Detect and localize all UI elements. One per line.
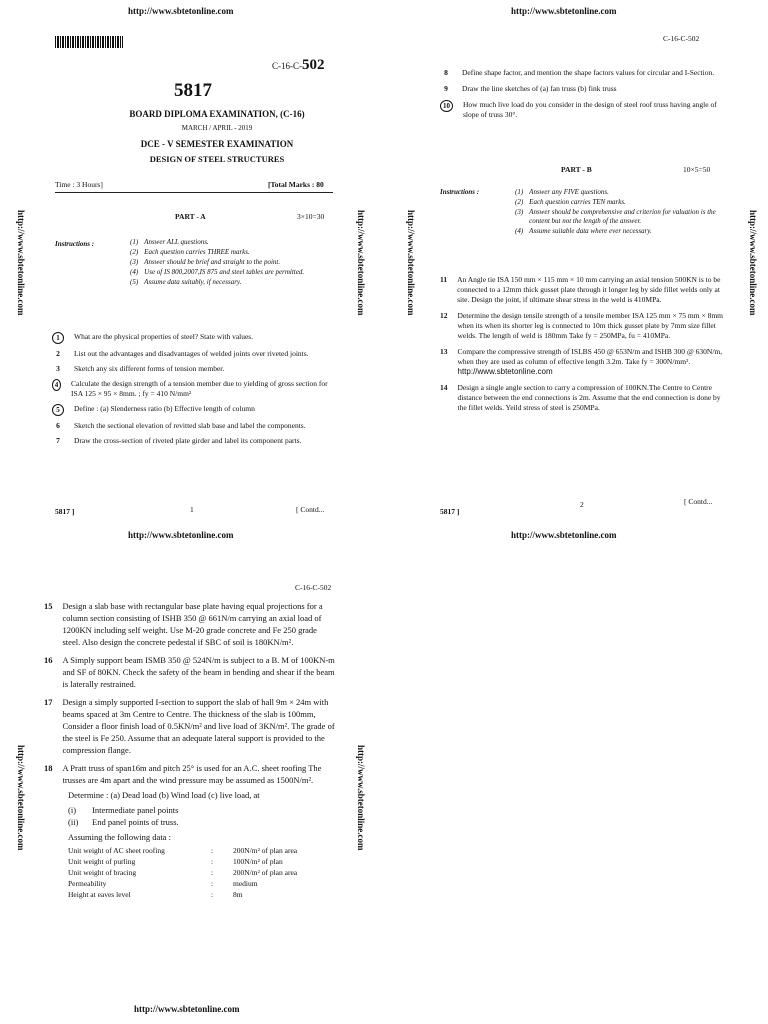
instruction-item xyxy=(130,278,335,287)
page2-contd: [ Contd... xyxy=(684,497,713,506)
question-text: Design a simply supported I-section to support the slab of hall 9m × 24m with beams spaced at 3m Centre to Centre. The thickness of the slab is 100mm, Consider a floor finish load of 0.5KN/m² and live load of 3KN/m². The grade of the steel is Fe 250. Assume that an adequate lateral support is provided to the compression flange. xyxy=(62,697,335,755)
side-url-left-2[interactable]: http://www.sbtetonline.com xyxy=(16,745,26,851)
instruction-item xyxy=(130,248,335,257)
page2-paper-code: C-16-C-502 xyxy=(663,34,700,43)
question-item xyxy=(52,364,337,374)
question-text: A Pratt truss of span16m and pitch 25° is used for an A.C. sheet roofing The trusses are 4m apart and the wind pressure may be assumed as 1500N/m². xyxy=(62,763,322,785)
question-text: How much live load do you consider in the design of steel roof truss having angle of slope of truss 30°. xyxy=(463,100,717,119)
question-item xyxy=(44,654,336,690)
point-number: (ii) xyxy=(68,817,79,827)
question-item xyxy=(44,696,336,756)
instruction-text: Each question carries THREE marks. xyxy=(144,248,250,256)
question-text: Draw the line sketches of (a) fan truss (b) fink truss xyxy=(462,84,617,93)
instructions-label-b: Instructions : xyxy=(440,188,480,196)
instruction-text: Answer should be comprehensive and criterion for valuation is the content but not the length of the answer. xyxy=(529,208,716,225)
point-item xyxy=(68,816,336,828)
question-list-page3 xyxy=(44,600,336,900)
table-cell-key: Unit weight of purling xyxy=(68,857,136,866)
exam-session: MARCH / APRIL - 2019 xyxy=(181,124,253,132)
time-label: Time : 3 Hours] xyxy=(55,180,103,189)
question-text: Determine the design tensile strength of a tensile member ISA 125 mm × 75 mm × 8mm when its when its shorter leg is connected to 10m thick gusset plate by 7mm size fillet welds. The length of weld is 180mm Take fy = 250MPa, fu = 410MPa. xyxy=(457,311,723,340)
question-item xyxy=(44,762,336,786)
question-text: Define shape factor, and mention the shape factors values for circular and I-Section. xyxy=(462,68,715,77)
table-cell-key: Unit weight of AC sheet roofing xyxy=(68,846,165,855)
question-text: Define : (a) Slenderness ratio (b) Effective length of column xyxy=(74,404,255,413)
table-cell-key: Unit weight of bracing xyxy=(68,868,137,877)
paper-code-number: 502 xyxy=(302,57,325,73)
page2-number: 2 xyxy=(580,500,584,509)
question-18-details xyxy=(44,789,336,900)
paper-code xyxy=(272,57,325,74)
assuming-text: Assuming the following data : xyxy=(68,832,171,842)
page1-number: 1 xyxy=(190,505,194,514)
header-url[interactable]: http://www.sbtetonline.com xyxy=(128,6,234,16)
instruction-item xyxy=(130,268,335,277)
question-number: 13 xyxy=(440,347,448,356)
question-number: 16 xyxy=(44,655,53,665)
page1-footer-left: 5817 ] xyxy=(55,507,75,516)
question-text: What are the physical properties of steel? State with values. xyxy=(74,332,254,341)
course-title: DCE - V SEMESTER EXAMINATION xyxy=(140,139,294,149)
side-url-mid-1[interactable]: http://www.sbtetonline.com xyxy=(356,210,366,316)
side-url-mid-3[interactable]: http://www.sbtetonline.com xyxy=(356,745,366,851)
page2-bottom-url[interactable]: http://www.sbtetonline.com xyxy=(511,530,617,540)
question-list-part-b xyxy=(440,275,725,419)
table-row xyxy=(64,867,301,878)
part-b-marks: 10×5=50 xyxy=(683,165,711,174)
table-cell-key: Height at eaves level xyxy=(68,890,131,899)
instruction-number: (4) xyxy=(130,268,139,276)
instructions-list-a xyxy=(130,238,335,288)
question-number: 7 xyxy=(56,436,60,445)
question-text: A Simply support beam ISMB 350 @ 524N/m is subject to a B. M of 100KN-m and SF of 80KN. Check the safety of the beam in bending and shear if the beam is laterally restrained. xyxy=(62,655,335,689)
question-number: 14 xyxy=(440,383,448,392)
point-item xyxy=(68,804,336,816)
question-text: Design a single angle section to carry a compression of 100KN.The Centre to Centre distance between the end connections is 2m. Assume that the end connection is done by the fillet welds. Yeild stress of steel is 250MPa. xyxy=(457,383,721,412)
instruction-text: Answer should be brief and straight to the point. xyxy=(144,258,281,266)
page3-paper-code: C-16-C-502 xyxy=(295,583,332,592)
instructions-label: Instructions : xyxy=(55,240,95,248)
question-text: An Angle tie ISA 150 mm × 115 mm × 10 mm carrying an axial tension 500KN is to be connected to a 12mm thick gusset plate through it longer leg by side fillet welds only at site. Design the joint, if ultimate shear stress in the weld is 410MPa. xyxy=(457,275,721,304)
total-marks: [Total Marks : 80 xyxy=(268,180,324,189)
instruction-number: (3) xyxy=(515,208,524,216)
table-colon: : xyxy=(211,879,214,888)
table-colon: : xyxy=(211,890,214,899)
instruction-item xyxy=(515,227,720,236)
page3-bottom-url[interactable]: http://www.sbtetonline.com xyxy=(134,1004,240,1014)
question-number: 2 xyxy=(56,349,60,358)
question-text: Sketch any six different forms of tension member. xyxy=(74,364,225,373)
instruction-item xyxy=(515,188,720,197)
question-item xyxy=(440,383,725,413)
instruction-text: Assume data suitably, if necessary. xyxy=(144,278,242,286)
question-item xyxy=(52,332,337,344)
question-number: 11 xyxy=(440,275,448,284)
instruction-text: Use of IS 800,2007,IS 875 and steel tables are permitted. xyxy=(144,268,305,276)
instruction-number: (5) xyxy=(130,278,139,286)
determine-text: Determine : (a) Dead load (b) Wind load (c) live load, at xyxy=(68,790,260,800)
table-cell-value: 200N/m² of plan area xyxy=(233,846,298,855)
divider xyxy=(55,192,333,193)
question-item xyxy=(52,421,337,431)
instruction-number: (3) xyxy=(130,258,139,266)
question-item xyxy=(440,311,725,341)
instruction-number: (1) xyxy=(515,188,524,196)
side-url-mid-2[interactable]: http://www.sbtetonline.com xyxy=(406,210,416,316)
question-item xyxy=(52,436,337,446)
question-item xyxy=(440,68,725,78)
instruction-text: Answer any FIVE questions. xyxy=(529,188,609,196)
question-item xyxy=(52,404,337,416)
question-item xyxy=(440,275,725,305)
question-number: 15 xyxy=(44,601,53,611)
table-cell-value: 200N/m² of plan area xyxy=(233,868,298,877)
instruction-item xyxy=(515,208,720,226)
instruction-number: (2) xyxy=(515,198,524,206)
table-row xyxy=(64,845,301,856)
table-cell-value: medium xyxy=(233,879,258,888)
question-text: Sketch the sectional elevation of revitted slab base and label the components. xyxy=(74,421,306,430)
instruction-text: Each question carries TEN marks. xyxy=(529,198,626,206)
table-row xyxy=(64,856,301,867)
question-item xyxy=(44,600,336,648)
table-row xyxy=(64,878,301,889)
data-table xyxy=(64,845,301,900)
barcode-image xyxy=(55,36,123,48)
table-cell-value: 100N/m² of plan xyxy=(233,857,283,866)
page2-header-url[interactable]: http://www.sbtetonline.com xyxy=(511,6,617,16)
subject-title: DESIGN OF STEEL STRUCTURES xyxy=(149,154,285,164)
table-cell-value: 8m xyxy=(233,890,243,899)
instruction-item xyxy=(130,238,335,247)
question-item xyxy=(440,100,725,120)
page2-footer-left: 5817 ] xyxy=(440,507,460,516)
question-item xyxy=(440,347,725,377)
point-text: End panel points of truss. xyxy=(92,817,179,827)
board-title: BOARD DIPLOMA EXAMINATION, (C-16) xyxy=(129,109,305,119)
question-item xyxy=(52,379,337,399)
question-number: 5 xyxy=(52,404,64,416)
table-colon: : xyxy=(211,846,214,855)
paper-code-prefix: C-16-C- xyxy=(272,61,302,71)
point-number: (i) xyxy=(68,805,77,815)
instruction-item xyxy=(515,198,720,207)
inline-url[interactable]: http://www.sbtetonline.com xyxy=(457,367,553,376)
question-item xyxy=(440,84,725,94)
question-number: 3 xyxy=(56,364,60,373)
instruction-text: Assume suitable data where ever necessary. xyxy=(529,227,652,235)
question-number: 8 xyxy=(444,68,448,77)
instruction-item xyxy=(130,258,335,267)
instruction-number: (4) xyxy=(515,227,524,235)
part-b-title: PART - B xyxy=(561,165,592,174)
question-number: 12 xyxy=(440,311,448,320)
question-number: 4 xyxy=(52,379,61,391)
page1-bottom-url[interactable]: http://www.sbtetonline.com xyxy=(128,530,234,540)
paper-number: 5817 xyxy=(174,80,212,101)
question-number: 9 xyxy=(444,84,448,93)
part-a-marks: 3×10=30 xyxy=(297,212,325,221)
question-list-part-a-cont xyxy=(440,68,725,126)
table-colon: : xyxy=(211,868,214,877)
question-text: Design a slab base with rectangular base plate having equal projections for a column section consisting of ISHB 350 @ 661N/m carrying an axial load of 1200KN including self weight. Use M-20 grade concrete and Fe 250 grade steel. Also design the concrete pedestal if SBC of soil is 180KN/m². xyxy=(62,601,323,647)
point-text: Intermediate panel points xyxy=(92,805,179,815)
question-number: 17 xyxy=(44,697,53,707)
table-row xyxy=(64,889,301,900)
instruction-number: (1) xyxy=(130,238,139,246)
question-list-part-a xyxy=(52,332,337,451)
instruction-text: Answer ALL questions. xyxy=(144,238,209,246)
question-item xyxy=(52,349,337,359)
side-url-right-1[interactable]: http://www.sbtetonline.com xyxy=(748,210,758,316)
question-text: Compare the compressive strength of ISLBS 450 @ 653N/m and ISHB 300 @ 630N/m, when they are used as column of effective length 3.2m. Take fy = 300N/mm². xyxy=(457,347,723,366)
instructions-list-b xyxy=(515,188,720,237)
question-number: 1 xyxy=(52,332,64,344)
question-number: 6 xyxy=(56,421,60,430)
question-text: Calculate the design strength of a tension member due to yielding of gross section for ISA 125 × 95 × 8mm. ; fy = 410 N/mm² xyxy=(71,379,328,398)
table-cell-key: Permeability xyxy=(68,879,107,888)
page1-contd: [ Contd... xyxy=(296,505,325,514)
part-a-title: PART - A xyxy=(175,212,206,221)
table-colon: : xyxy=(211,857,214,866)
side-url-left-1[interactable]: http://www.sbtetonline.com xyxy=(16,210,26,316)
question-number: 18 xyxy=(44,763,53,773)
question-text: Draw the cross-section of riveted plate girder and label its component parts. xyxy=(74,436,302,445)
question-text: List out the advantages and disadvantages of welded joints over riveted joints. xyxy=(74,349,309,358)
instruction-number: (2) xyxy=(130,248,139,256)
question-number: 10 xyxy=(440,100,453,112)
